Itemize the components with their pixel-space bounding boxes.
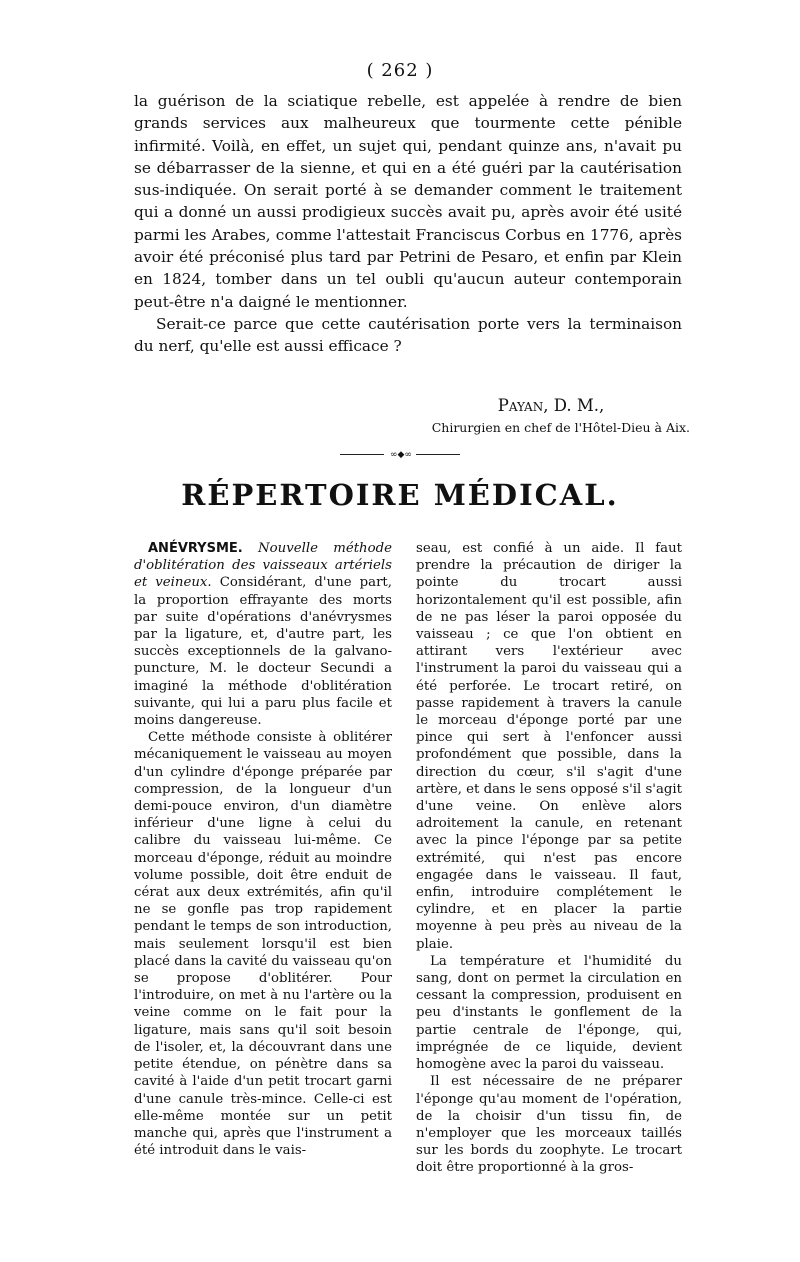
- article-paragraph: La température et l'humidité du sang, dont on permet la circulation en cessant la compression, produisent en peu d'instants le gonflement de la partie centrale de l'éponge, qui, imprégnée de ce liquide, devient homogène avec la paroi du vaisseau.: [416, 953, 682, 1073]
- section-divider: [340, 450, 460, 460]
- article-paragraph: Il est nécessaire de ne préparer l'éponge qu'au moment de l'opération, de la choisir d'un tissu fin, de n'employer que les morceaux taillés sur les bords du zoophyte. Le trocart doit être proportionné à la gros-: [416, 1074, 682, 1176]
- page-number: ( 262 ): [366, 60, 434, 81]
- article-column-left: [134, 540, 392, 1159]
- divider-line: [340, 454, 384, 455]
- article-column-right: [416, 540, 682, 1177]
- intro-text: [134, 90, 682, 358]
- article-paragraph: [134, 540, 392, 729]
- author-affiliation: Chirurgien en chef de l'Hôtel-Dieu à Aix.: [431, 420, 690, 435]
- article-text: Considérant, d'une part, la proportion effrayante des morts par suite d'opérations d'anévrysmes par la ligature, et, d'autre part, les succès exceptionnels de la galvano-puncture, M. le docteur Secundi a imaginé la méthode d'oblitération suivante, qui lui a paru plus facile et moins dangereuse.: [134, 575, 392, 729]
- article-subtitle: Nouvelle méthode d'oblitération des vaisseaux artériels et veineux.: [134, 541, 392, 591]
- intro-paragraph: la guérison de la sciatique rebelle, est appelée à rendre de bien grands services aux malheureux que tourmente cette pénible infirmité. Voilà, en effet, un sujet qui, pendant quinze ans, n'avait pu se débarrasser de la sienne, et qui en a été guéri par la cautérisation sus-indiquée. On serait porté à se demander comment le traitement qui a donné un aussi prodigieux succès avait pu, après avoir été usité parmi les Arabes, comme l'attestait Franciscus Corbus en 1776, après avoir été préconisé plus tard par Petrini de Pesaro, et enfin par Klein en 1824, tomber dans un tel oubli qu'aucun auteur contemporain peut-être n'a daigné le mentionner.: [134, 92, 682, 311]
- article-paragraph: seau, est confié à un aide. Il faut prendre la précaution de diriger la pointe du trocart aussi horizontalement qu'il est possible, afin de ne pas léser la paroi opposée du vaisseau ; ce que l'on obtient en attirant vers l'extérieur avec l'instrument la paroi du vaisseau qui a été perforée. Le trocart retiré, on passe rapidement à travers la canule le morceau d'éponge porté par une pince qui sert à l'enfoncer aussi profondément que possible, dans la direction du cœur, s'il s'agit d'une artère, et dans le sens opposé s'il s'agit d'une veine. On enlève alors adroitement la canule, en retenant avec la pince l'éponge par sa petite extrémité, qui n'est pas encore engagée dans le vaisseau. Il faut, enfin, introduire complétement le cylindre, et en placer la partie moyenne à peu près au niveau de la plaie.: [416, 541, 683, 952]
- intro-paragraph: Serait-ce parce que cette cautérisation porte vers la terminaison du nerf, qu'elle est aussi efficace ?: [134, 314, 682, 356]
- author-signature: Payan, D. M.,: [497, 396, 605, 415]
- ornament-icon: ∞◆∞: [390, 450, 412, 460]
- divider-line: [416, 454, 460, 455]
- section-title: RÉPERTOIRE MÉDICAL.: [181, 478, 619, 512]
- article-paragraph: Cette méthode consiste à oblitérer mécaniquement le vaisseau au moyen d'un cylindre d'éponge préparée par compression, de la longueur d'un demi-pouce environ, d'un diamètre inférieur d'une ligne à celui du calibre du vaisseau lui-même. Ce morceau d'éponge, réduit au moindre volume possible, doit être enduit de cérat aux deux extrémités, afin qu'il ne se gonfle pas trop rapidement pendant le temps de son introduction, mais seulement lorsqu'il est bien placé dans la cavité du vaisseau qu'on se propose d'oblitérer. Pour l'introduire, on met à nu l'artère ou la veine comme on le fait pour la ligature, mais sans qu'il soit besoin de l'isoler, et, la découvrant dans une petite étendue, on pénètre dans sa cavité à l'aide d'un petit trocart garni d'une canule très-mince. Celle-ci est elle-même montée sur un petit manche qui, après que l'instrument a été introduit dans le vais-: [134, 730, 392, 1159]
- article-headword: ANÉVRYSME.: [148, 541, 243, 556]
